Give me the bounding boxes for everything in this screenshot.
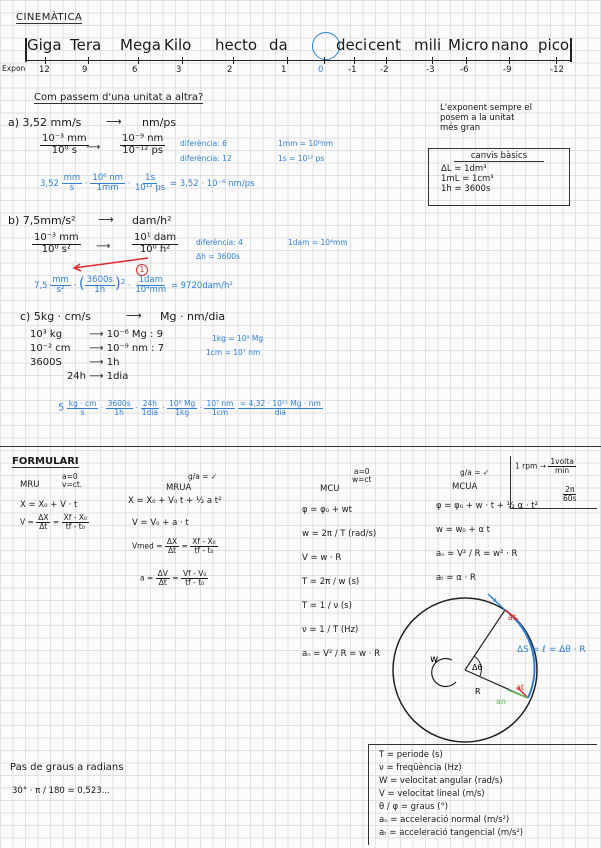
example-c-label: c) 5kg · cm/s (20, 310, 91, 323)
conversion-row: 10⁻² cm ⟶ 10⁻⁹ nm : 7 (30, 343, 165, 354)
arrow: ⟶ (126, 309, 142, 322)
fraction-den: 1mm (96, 182, 119, 193)
prefix-name: Tera (70, 36, 102, 54)
fraction-num: 1s (145, 173, 156, 183)
circular-motion-diagram (380, 590, 601, 750)
basic-changes-box (428, 148, 570, 206)
prefix-exponent: 1 (281, 65, 287, 75)
side-note-line: posem a la unitat (440, 112, 515, 123)
mcu-cond: a=0 w=ct (352, 467, 372, 484)
prefix-exponent: 0 (318, 65, 324, 75)
legend-box (368, 744, 597, 845)
scale-tick (386, 57, 387, 64)
prefix-exponent: -12 (550, 65, 564, 75)
scale-tick (287, 57, 288, 64)
prefix-exponent: 12 (39, 65, 50, 75)
fraction (120, 134, 165, 156)
prefix-name: hecto (215, 36, 258, 54)
fraction-num: kg · cm (68, 399, 97, 408)
scale-tick (556, 57, 557, 64)
prefix-exponent: -3 (426, 65, 435, 75)
result-den: dia (274, 407, 287, 417)
arrow: ⟶ (98, 213, 114, 226)
mrua-vmed: Vmed = $\frac{\Delta X}{\Delta t}$ = $\frac{\text{Xf - X₀}}{\text{tf - t₀}}$ (132, 537, 216, 555)
scale-tick (88, 57, 89, 64)
equivalence-note: 1cm = 10⁷ nm (206, 348, 261, 357)
fraction-den: 1h (94, 285, 106, 295)
example-c-target: Mg · nm/dia (160, 310, 226, 323)
fraction-num: 10⁷ nm (206, 399, 234, 408)
fraction (32, 233, 81, 255)
prefix-exponent: 6 (132, 65, 138, 75)
label-an: an (496, 697, 506, 706)
fraction-num: 10¹ dam (134, 232, 177, 243)
fraction-den: 10⁻¹² ps (122, 144, 164, 156)
mru-eq1: X = X₀ + V · t (20, 500, 78, 510)
mcu-name: MCU (320, 484, 340, 494)
result: = 4,32 · 10²¹ Mg · nm (239, 399, 321, 408)
prefix-exponent: -9 (503, 65, 512, 75)
expon-label: Expon (2, 64, 26, 73)
mrua-eq1: X = X₀ + V₀ t + ½ a t² (128, 496, 222, 506)
calculation-c: 5 $\frac{kg \cdot cm}{s}$ · $\frac{3600s}{1h}$ · $\frac{24h}{\text{1dia}}$ · $\frac{\text{10⁹ Mg}}{1kg}$ · $\frac{\text{10⁷ nm}}{1cm}$ $\frac{\text{= 4,32 · 10²¹ Mg · nm}}{\text{dia}}$ (58, 399, 321, 417)
equivalence-note: 1s = 10¹² ps (278, 154, 325, 163)
prefix-name: Micro (448, 36, 489, 54)
mru-name: MRU (20, 480, 40, 490)
fraction-num: 10⁻³ mm (34, 232, 79, 243)
box-line: ΔL = 1dm³ (441, 164, 487, 174)
scale-tick (182, 57, 183, 64)
scale-tick (324, 57, 325, 64)
fraction-den: 1h (114, 407, 124, 417)
example-b-label: b) 7,5mm/s² (8, 214, 76, 227)
scale-tick (45, 57, 46, 64)
diff-note: diferència: 12 (180, 154, 232, 163)
calculation-a: 3,52 $\frac{mm}{s}$ · $\frac{\text{10⁶ nm}}{1mm}$ · $\frac{1s}{\text{10¹² ps}}$ = 3,52 · 10⁻⁶ nm/ps (40, 173, 255, 193)
equivalence-note: 1mm = 10⁶nm (278, 139, 334, 148)
mrua-accel: a = $\frac{\Delta V}{\Delta t}$ = $\frac{\text{Vf - V₀}}{\text{tf - t₀}}$ (140, 569, 207, 587)
graus-title: Pas de graus a radians (10, 762, 124, 773)
fraction-num: 10⁻⁹ nm (122, 133, 164, 144)
legend-list (379, 749, 523, 840)
side-note-line: L'exponent sempre el (440, 103, 532, 113)
equivalence-note: 1dam = 10⁴mm (288, 238, 348, 247)
arrow: ⟶ (86, 142, 101, 153)
fraction-den: 10⁴mm (135, 285, 167, 295)
prefix-name: Giga (27, 36, 62, 54)
fraction-num: 10⁻³ mm (42, 133, 87, 144)
prefix-name: cent (368, 36, 401, 54)
legend-item: V = velocitat lineal (m/s) (379, 789, 485, 799)
red-circle-mark: 1 (136, 264, 148, 276)
example-a-target: nm/ps (142, 116, 177, 129)
fraction-num: 24h (142, 399, 158, 408)
mcua-cond: g/a = ✓ (460, 468, 490, 477)
fraction-num: 3600s (86, 275, 113, 286)
fraction-den: 10¹² ps (135, 182, 166, 193)
arrow: ⟶ (106, 115, 122, 128)
fraction-num: 10⁹ Mg (169, 399, 196, 408)
prefix-exponent: 3 (176, 65, 182, 75)
label-w: w (430, 654, 439, 665)
conversion-row: 24h ⟶ 1dia (66, 371, 129, 382)
prefix-scale (0, 30, 601, 80)
example-a-label: a) 3,52 mm/s (8, 116, 82, 129)
label-at2: at (516, 683, 525, 692)
fraction-den: s (80, 407, 85, 417)
exponent: 2 (120, 277, 126, 287)
fraction-num: mm (63, 173, 81, 183)
label-at: at (508, 613, 517, 622)
graus-calc: 30° · π / 180 = 0,523... (12, 786, 110, 796)
scale-tick (509, 57, 510, 64)
mcua-eq: φ = φ₀ + w · t + ½ α · t² w = w₀ + α t aₙ = V² / R = w² · R aₜ = α · R (436, 501, 538, 583)
mrua-cond: g/a = ✓ (188, 472, 218, 481)
diff-note: Δh = 3600s (196, 252, 240, 261)
fraction-num: 10⁶ nm (92, 173, 123, 183)
page-title: CINEMÀTICA (16, 12, 83, 23)
prefix-name: Mega (120, 36, 161, 54)
fraction-den: 1kg (175, 407, 190, 417)
prefix-exponent: -2 (380, 65, 389, 75)
mru-eq2: V = $\frac{\Delta X}{\Delta t}$ = $\frac{\text{Xf - X₀}}{\text{tf - t₀}}$ (20, 513, 87, 531)
rpm-line: 1 rpm → $\frac{\text{1volta}}{\min}$ (515, 457, 574, 475)
scale-tick (466, 57, 467, 64)
mrua-name: MRUA (166, 483, 192, 493)
diff-note: diferència: 6 (180, 139, 227, 148)
fraction (40, 134, 89, 156)
fraction-den: s² (56, 285, 65, 295)
fraction-num: 1dam (138, 275, 163, 286)
scale-tick (138, 57, 139, 64)
mcu-eq: φ = φ₀ + wt w = 2π / T (rad/s) V = w · R T = 2π / w (s) T = 1 / ν (s) ν = 1 / T (Hz) aₙ = V² / R = w · R (302, 505, 381, 659)
calc-value: 3,52 (40, 178, 59, 189)
mru-cond: a=0 v=ct. (62, 472, 83, 489)
question-heading: Com passem d'una unitat a altra? (34, 92, 204, 103)
legend-item: θ / φ = graus (°) (379, 802, 449, 812)
scale-tick (354, 57, 355, 64)
prefix-name: nano (491, 36, 529, 54)
calc-value: 5 (58, 402, 65, 414)
conversion-rows (30, 328, 164, 384)
fraction-den: 1cm (211, 407, 229, 417)
label-R: R (475, 687, 481, 696)
calc-value: 7,5 (34, 281, 48, 291)
label-v: v (492, 595, 497, 604)
fraction-den: 10⁰ s (51, 144, 77, 156)
result: = 3,52 · 10⁻⁶ nm/ps (169, 178, 255, 189)
rpm-box (510, 456, 597, 509)
fraction-den: s (69, 182, 75, 193)
box-line: 1h = 3600s (441, 184, 491, 194)
label-dtheta: Δθ (472, 663, 483, 672)
result: = 9720dam/h² (170, 281, 233, 291)
scale-tick (432, 57, 433, 64)
rpm-frac: $\frac{2\pi}{60s}$ (563, 485, 577, 503)
fraction-den: 10⁰ h² (139, 243, 171, 255)
box-line: 1mL = 1cm³ (441, 174, 494, 184)
fraction (132, 233, 178, 255)
example-b-target: dam/h² (132, 214, 172, 227)
scale-tick (233, 57, 234, 64)
prefix-name: da (269, 36, 288, 54)
prefix-name: Kilo (164, 36, 192, 54)
fraction-den: 1dia (141, 407, 158, 417)
mrua-eq2: V = V₀ + a · t (132, 518, 189, 528)
mcua-name: MCUA (452, 482, 478, 492)
prefix-name: deci (336, 36, 368, 54)
legend-item: W = velocitat angular (rad/s) (379, 776, 503, 786)
legend-item: aₙ = acceleració normal (m/s²) (379, 815, 510, 825)
prefix-name: pico (538, 36, 570, 54)
box-title: canvis bàsics (454, 151, 544, 162)
fraction-num: 3600s (107, 399, 131, 408)
equivalence-note: 1kg = 10⁹ Mg (212, 334, 264, 343)
side-note-line: més gran (440, 122, 481, 133)
section-divider (0, 446, 601, 447)
radius-line (465, 610, 505, 670)
legend-item: T = periode (s) (379, 750, 443, 760)
prefix-name: mili (414, 36, 442, 54)
diff-note: diferència: 4 (196, 238, 243, 247)
conversion-row: 10³ kg ⟶ 10⁻⁶ Mg : 9 (30, 329, 163, 340)
legend-item: aₜ = acceleració tangencial (m/s²) (379, 828, 524, 838)
fraction-den: 10⁰ s² (41, 243, 71, 255)
prefix-exponent: 2 (227, 65, 233, 75)
label-arc: ΔS = ℓ = Δθ · R (517, 645, 586, 655)
arrow: ⟶ (96, 241, 111, 252)
prefix-exponent: 9 (82, 65, 88, 75)
conversion-row: 3600S ⟶ 1h (30, 357, 120, 368)
prefix-exponent: -1 (348, 65, 357, 75)
fraction-num: mm (52, 275, 69, 286)
prefix-exponent: -6 (460, 65, 469, 75)
side-note (440, 104, 532, 133)
legend-item: ν = freqüència (Hz) (379, 763, 462, 773)
calculation-b: 7,5 $\frac{mm}{\text{s²}}$ · ( $\frac{3600s}{1h}$ )$^2$ · $\frac{\text{1dam}}{\text{10⁴mm}}$ = 9720dam/h² (34, 274, 233, 295)
formulari-title: FORMULARI (12, 456, 79, 467)
